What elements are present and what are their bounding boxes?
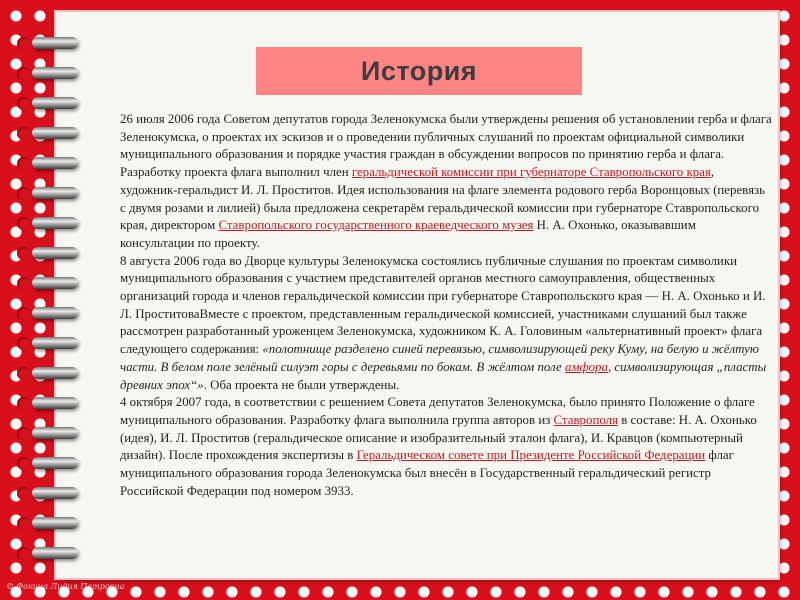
wiki-link[interactable]: Ставропольского государственного краеведческого музея (218, 218, 534, 233)
binding-hole (17, 67, 30, 80)
paragraph (120, 394, 772, 500)
wiki-link[interactable]: геральдической комиссии при губернаторе Ставропольского края (351, 165, 711, 180)
spiral-ring (32, 427, 78, 439)
spiral-ring (32, 307, 78, 319)
spiral-ring (32, 37, 78, 49)
text-segment: в составе: Н. А. Охонько (идея), И. Л. Проститов (геральдическое описание и изобразительный эталон флага), И. Кравцов (компьютерный дизайн). После прохождения экспертизы в (120, 412, 757, 463)
text-segment: , художник-геральдист И. Л. Проститов. Идея использования на флаге элемента родового герба Воронцовых (перевязь с двумя розами и лилией) была предложена секретарём геральдической комиссии при губернаторе Ставропольского края, директором (120, 165, 765, 233)
quoted-text: , символизирующая „пласты древних эпох“» (120, 359, 767, 392)
spiral-ring (32, 97, 78, 109)
binding-hole (17, 127, 30, 140)
wiki-link[interactable]: Геральдическом совете при Президенте Российской Федерации (356, 448, 706, 463)
text-segment: Н. А. Охонько, оказывавшим консультации по проекту. (120, 218, 696, 250)
spiral-ring (32, 517, 78, 529)
quoted-text: «полотнище разделено синей перевязью, символизирующей реку Куму, на белую и жёлтую части. В белом поле зелёный силуэт горы с деревьями по бокам. В жёлтом поле (120, 342, 759, 374)
text-segment: 4 октября 2007 года, в соответствии с решением Совета депутатов Зеленокумска, было принято Положение о флаге муниципального образования. Разработку флага выполнила группа авторов из (120, 395, 755, 427)
spiral-ring (32, 367, 78, 379)
binding-hole (17, 547, 30, 560)
binding-hole (17, 277, 30, 290)
page-title: История (360, 55, 478, 86)
spiral-ring (32, 67, 78, 79)
paragraph (120, 111, 772, 164)
binding-hole (17, 487, 30, 500)
binding-hole (17, 427, 30, 440)
binding-hole (17, 517, 30, 530)
paragraph (120, 253, 772, 395)
spiral-ring (32, 187, 78, 199)
spiral-ring (32, 337, 78, 349)
binding-hole (17, 247, 30, 260)
binding-hole (17, 367, 30, 380)
binding-hole (17, 307, 30, 320)
binding-hole (17, 157, 30, 170)
spiral-ring (32, 457, 78, 469)
binding-hole (17, 217, 30, 230)
text-segment: . Оба проекта не были утверждены. (203, 377, 400, 392)
spiral-ring (32, 487, 78, 499)
binding-hole (17, 37, 30, 50)
spiral-ring (32, 277, 78, 289)
spiral-ring (32, 217, 78, 229)
binding-hole (17, 97, 30, 110)
wiki-link[interactable]: амфора (564, 359, 608, 374)
text-segment: Разработку проекта флага выполнил член (120, 165, 352, 180)
history-text (120, 111, 772, 500)
spiral-ring (32, 397, 78, 409)
binding-hole (17, 397, 30, 410)
binding-hole (17, 337, 30, 350)
text-segment: 8 августа 2006 года во Дворце культуры Зеленокумска состоялись публичные слушания по проектам символики муниципального образования с участием представителей органов местного самоуправления, общественных организаций города и членов геральдической комиссии при губернаторе Ставропольского края — Н. А. Охонько и И. Л. ПроститоваВместе с проектом, представленным геральдической комиссией, участниками слушаний был также рассмотрен разработанный уроженцем Зеленокумска, художником К. А. Головиным «альтернативный проект» флага следующего содержания: (120, 253, 766, 357)
title-banner (256, 47, 582, 95)
wiki-link[interactable]: Ставрополя (553, 412, 618, 427)
spiral-ring (32, 127, 78, 139)
text-segment: флаг муниципального образования города Зеленокумска был внесён в Государственный геральдический регистр Российской Федерации под номером 3933. (120, 448, 734, 498)
spiral-ring (32, 247, 78, 259)
paragraph (120, 164, 772, 253)
spiral-ring (32, 157, 78, 169)
spiral-ring (32, 547, 78, 559)
binding-hole (17, 457, 30, 470)
text-segment: 26 июля 2006 года Советом депутатов города Зеленокумска были утверждены решения об установлении герба и флага Зеленокумска, о проектах их эскизов и о проведении публичных слушаний по проектам официальной символики муниципального образования и порядке участия граждан в обсуждении вопросов по принятию герба и флага. (120, 112, 772, 162)
binding-hole (17, 187, 30, 200)
author-watermark: © Фокина Лидия Петровна (6, 582, 125, 591)
